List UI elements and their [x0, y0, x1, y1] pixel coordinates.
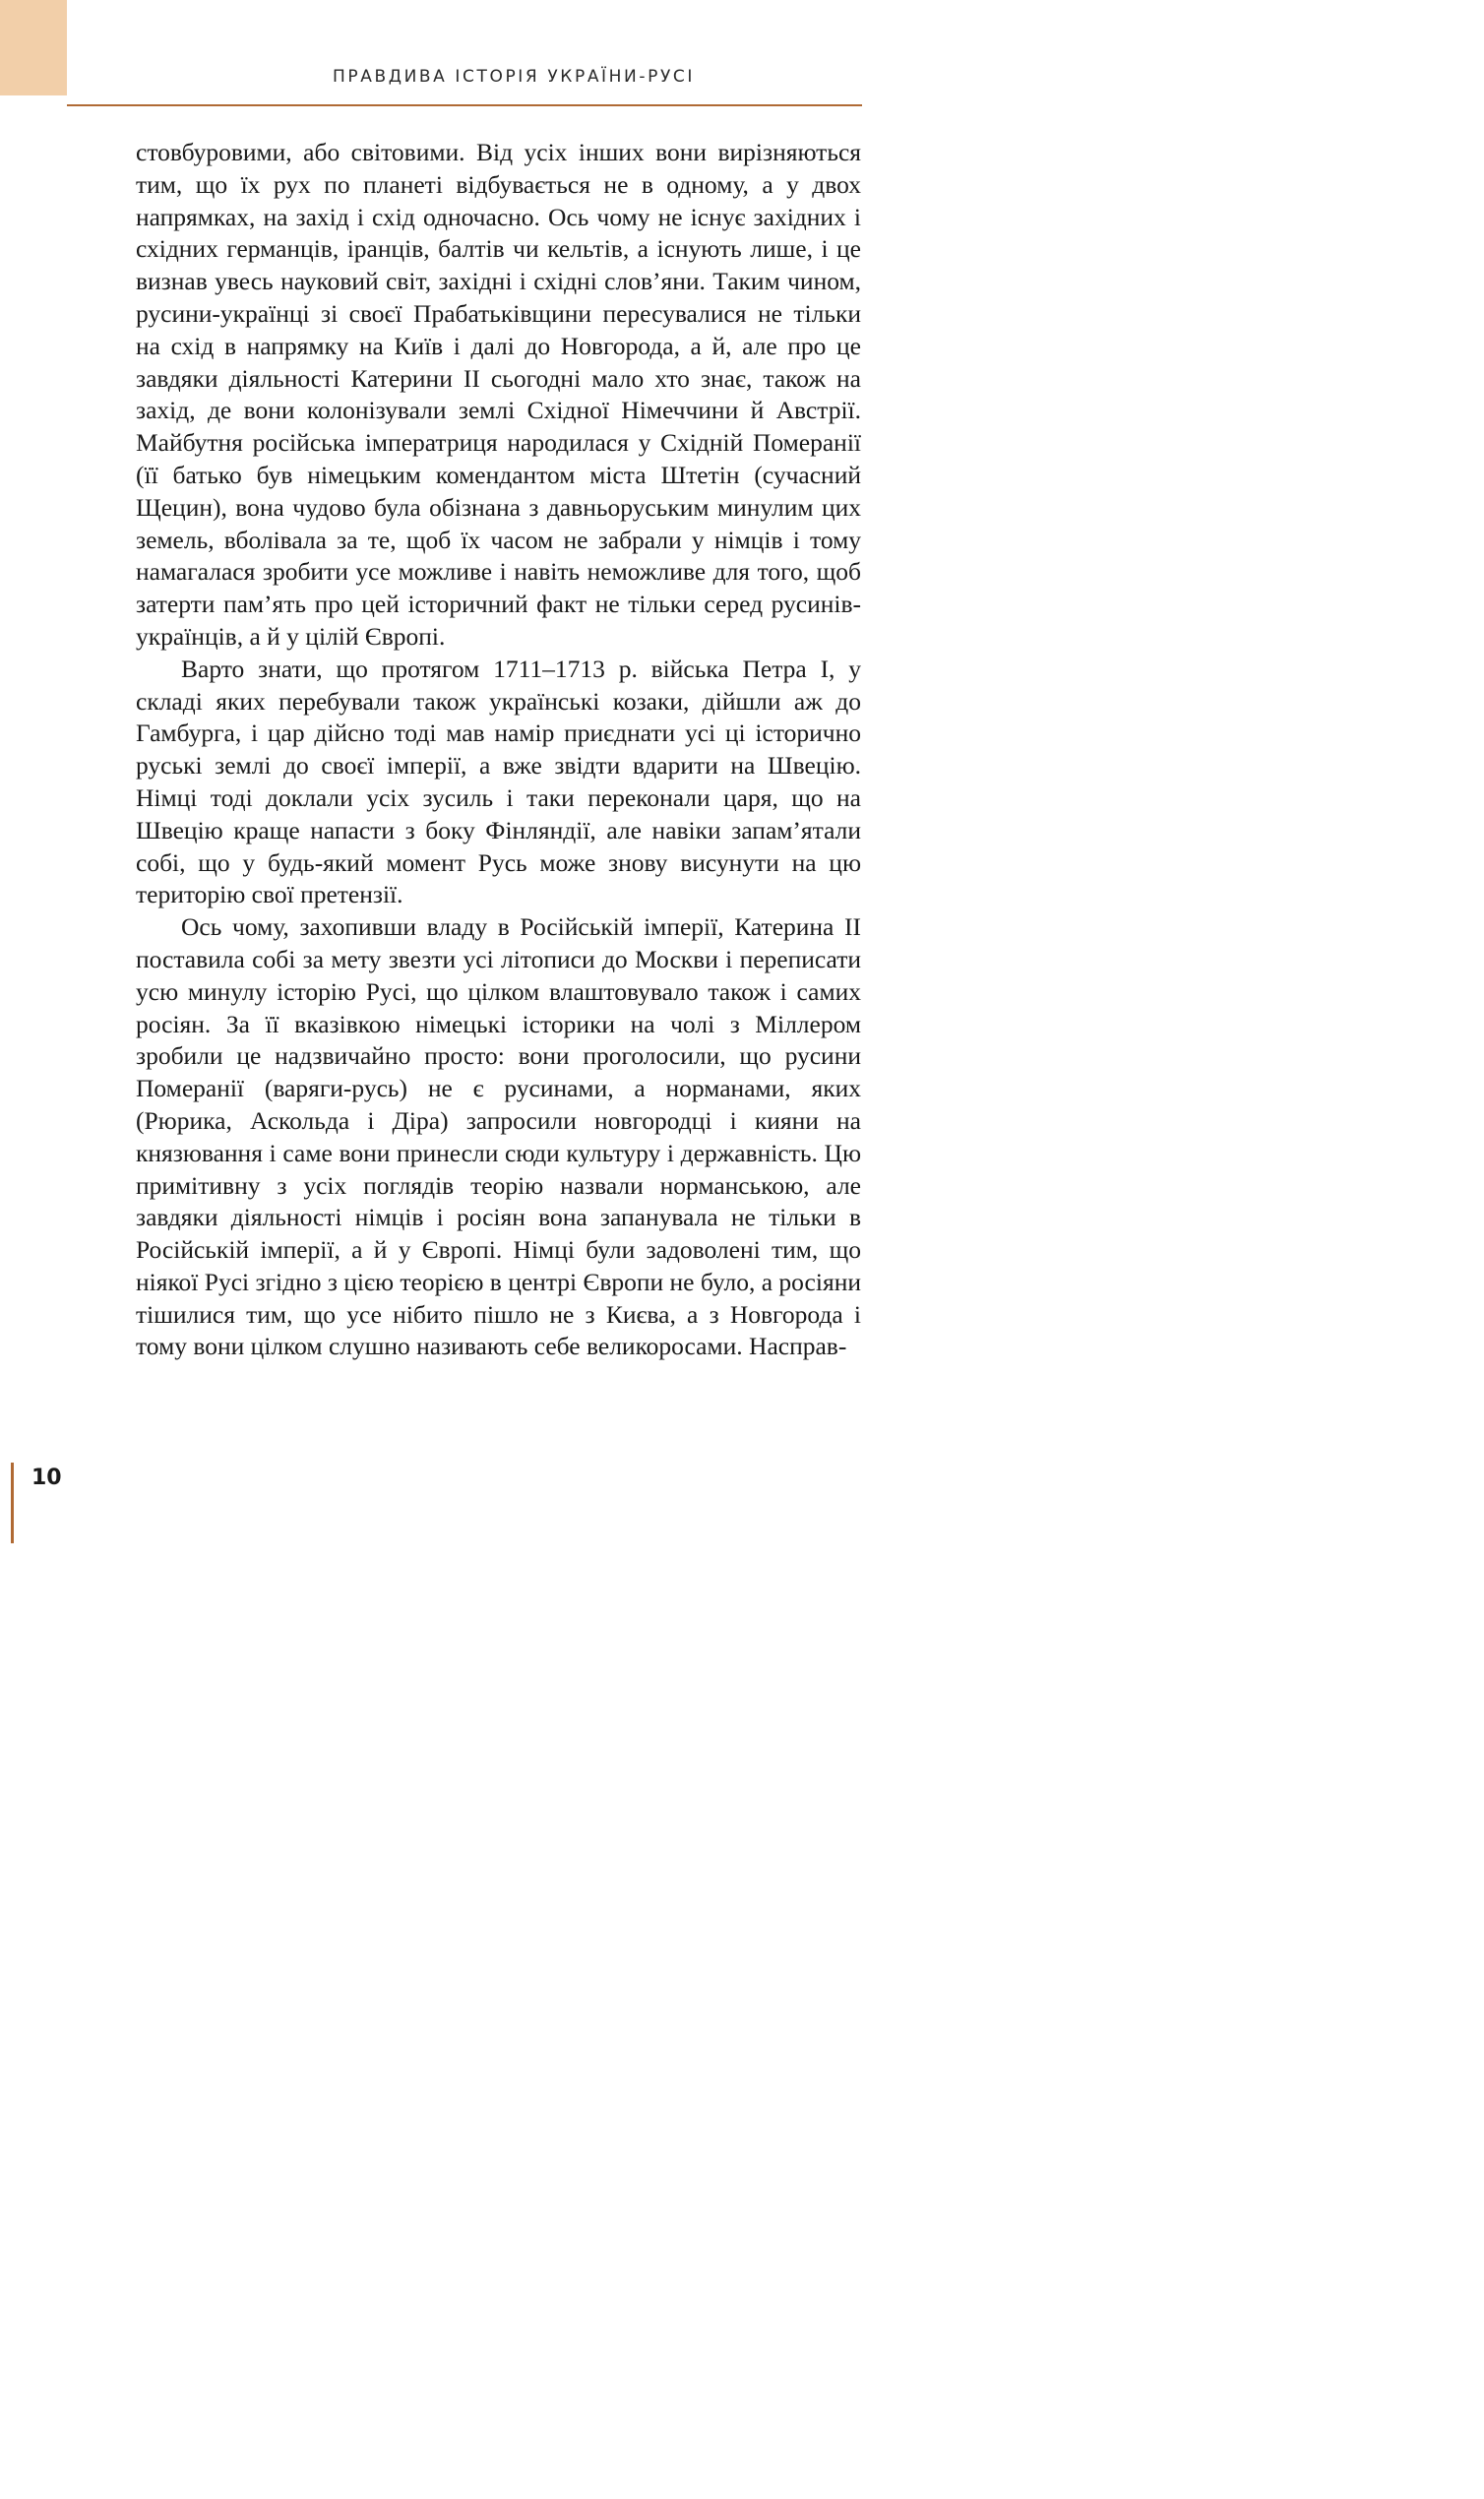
body-text — [136, 137, 861, 1363]
page-number: 10 — [31, 1466, 62, 1490]
paragraph: Ось чому, захопивши владу в Російській імперії, Катерина ІІ поставила собі за мету звезти усі літописи до Москви і переписати усю минулу історію Русі, що цілком влаштовувало також і самих росіян. За її вказівкою німецькі історики на чолі з Міллером зробили це надзвичайно просто: вони проголосили, що русини Померанії (варяги-русь) не є русинами, а норманами, яких (Рюрика, Аскольда і Діра) запросили новгородці і кияни на князювання і саме вони принесли сюди культуру і державність. Цю примітивну з усіх поглядів теорію назвали норманською, але завдяки діяльності німців і росіян вона запанувала не тільки в Російській імперії, а й у Європі. Німці були задоволені тим, що ніякої Русі згідно з цією теорією в центрі Європи не було, а росіяни тішилися тим, що усе нібито пішло не з Києва, а з Новгорода і тому вони цілком слушно називають себе великоросами. Насправ- — [136, 912, 861, 1361]
paragraph: Варто знати, що протягом 1711–1713 р. війська Петра І, у складі яких перебували також українські козаки, дійшли аж до Гамбурга, і цар дійсно тоді мав намір приєднати усі ці історично руські землі до своєї імперії, а вже звідти вдарити на Швецію. Німці тоді доклали усіх зусиль і таки переконали царя, що на Швецію краще напасти з боку Фінляндії, але навіки запам’ятали собі, що у будь-який момент Русь може знову висунути на цю територію свої претензії. — [136, 654, 861, 909]
header-rule — [67, 104, 862, 106]
running-title: ПРАВДИВА ІСТОРІЯ УКРАЇНИ-РУСІ — [332, 67, 695, 87]
paragraph-continued: стовбуровими, або світовими. Від усіх інших вони вирізняються тим, що їх рух по планеті відбувається не в одному, а у двох напрямках, на захід і схід одночасно. Ось чому не існує західних і східних германців, іранців, балтів чи кельтів, а існують лише, і це визнав увесь науковий світ, західні і східні слов’яни. Таким чином, русини-українці зі своєї Прабатьківщини пересувалися не тільки на схід в напрямку на Київ і далі до Новгорода, а й, але про це завдяки діяльності Катерини ІІ сьогодні мало хто знає, також на захід, де вони колонізували землі Східної Німеччини й Австрії. Майбутня російська імператриця народилася у Східній Померанії (її батько був німецьким комендантом міста Штетін (сучасний Щецин), вона чудово була обізнана з давньоруським минулим цих земель, вболівала за те, щоб їх часом не забрали у німців і тому намагалася зробити усе можливе і навіть неможливе для того, щоб затерти пам’ять про цей історичний факт не тільки серед русинів-українців, а й у цілій Європі. — [136, 138, 861, 651]
page-number-bar — [11, 1463, 14, 1543]
